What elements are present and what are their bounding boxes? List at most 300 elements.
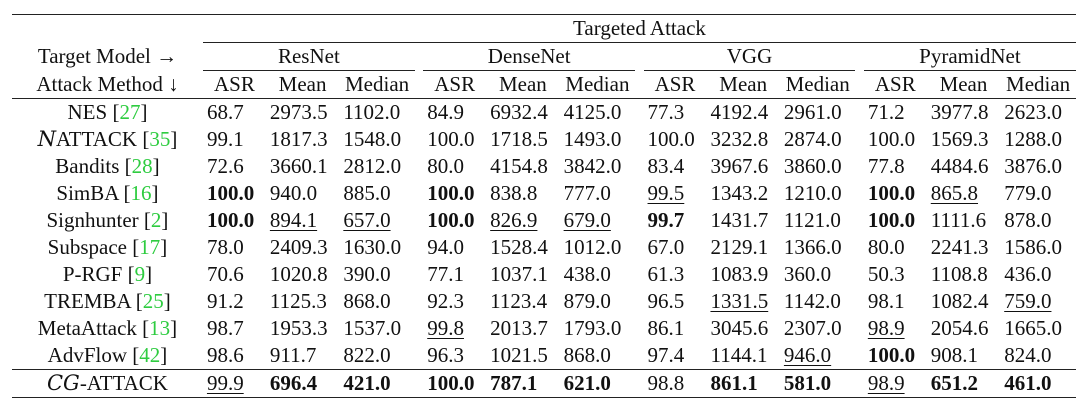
value-text: 1528.4: [490, 235, 548, 259]
value-text: 77.8: [867, 154, 905, 178]
value-cell: [423, 342, 486, 370]
value-cell: [423, 153, 486, 180]
value-text: 868.0: [563, 343, 611, 367]
value-cell: [203, 234, 266, 261]
value-text: 1569.3: [930, 127, 989, 151]
value-text: 868.0: [343, 289, 391, 313]
value-text: 77.1: [427, 262, 464, 286]
value-cell: [266, 126, 339, 153]
attack-method-label: Attack Method ↓: [36, 71, 179, 96]
column-gap: [635, 370, 643, 398]
value-cell: [203, 153, 266, 180]
value-cell: [706, 370, 779, 398]
value-text: 2241.3: [930, 235, 989, 259]
value-cell: [560, 342, 636, 370]
value-cell: [864, 126, 927, 153]
column-gap: [635, 126, 643, 153]
method-name: P-RGF: [62, 262, 123, 286]
value-cell: [780, 370, 856, 398]
value-text: 1125.3: [269, 289, 327, 313]
model-header-resnet: ResNet: [203, 43, 415, 71]
target-model-label: Target Model →: [37, 44, 178, 68]
value-cell: [486, 370, 559, 398]
value-text: 94.0: [427, 235, 464, 259]
value-cell: [927, 180, 1000, 207]
value-cell: [486, 342, 559, 370]
table-row: [12, 288, 1076, 315]
value-text: 1493.0: [563, 127, 622, 151]
value-cell: [1000, 180, 1076, 207]
value-cell: [266, 207, 339, 234]
column-gap: [855, 43, 863, 71]
value-cell: [423, 126, 486, 153]
column-gap: [415, 342, 423, 370]
value-text: 98.6: [206, 343, 244, 367]
citation-bracket: ]: [170, 127, 178, 151]
value-cell: [780, 234, 856, 261]
value-cell: [203, 180, 266, 207]
column-gap: [855, 71, 863, 99]
value-text: 865.8: [930, 181, 979, 205]
citation-bracket: [: [138, 208, 151, 232]
value-text: 1012.0: [563, 235, 622, 259]
column-gap: [855, 315, 863, 342]
value-text: 911.7: [269, 343, 317, 367]
value-cell: [423, 99, 486, 127]
value-cell: [560, 153, 636, 180]
column-gap: [415, 126, 423, 153]
value-cell: [927, 342, 1000, 370]
value-text: 779.0: [1004, 181, 1052, 205]
value-cell: [780, 261, 856, 288]
column-gap: [855, 180, 863, 207]
column-gap: [855, 99, 863, 127]
value-text: 908.1: [930, 343, 979, 367]
value-cell: [266, 342, 339, 370]
value-cell: [927, 207, 1000, 234]
column-gap: [415, 43, 423, 71]
value-text: 99.5: [647, 181, 685, 205]
column-gap: [635, 342, 643, 370]
value-cell: [1000, 315, 1076, 342]
value-cell: [1000, 234, 1076, 261]
value-text: 50.3: [867, 262, 905, 286]
value-cell: [203, 370, 266, 398]
value-cell: [927, 126, 1000, 153]
value-cell: [339, 153, 415, 180]
value-text: 3876.0: [1004, 154, 1062, 178]
value-cell: [266, 99, 339, 127]
value-cell: [486, 234, 559, 261]
value-text: 3842.0: [563, 154, 622, 178]
value-cell: [339, 370, 415, 398]
value-cell: [644, 288, 707, 315]
citation-link[interactable]: 42: [139, 343, 161, 367]
citation-bracket: ]: [161, 208, 169, 232]
value-cell: [780, 126, 856, 153]
value-text: 822.0: [343, 343, 391, 367]
value-text: 99.1: [206, 127, 244, 151]
value-cell: [560, 234, 636, 261]
value-cell: [339, 234, 415, 261]
value-text: 99.9: [206, 371, 244, 395]
column-gap: [855, 370, 863, 398]
value-cell: [864, 99, 927, 127]
value-text: 696.4: [269, 371, 318, 395]
table-row: [12, 370, 1076, 398]
value-cell: [423, 180, 486, 207]
method-name: Bandits: [55, 154, 120, 178]
value-cell: [706, 234, 779, 261]
citation-link[interactable]: 27: [119, 100, 141, 124]
value-cell: [486, 207, 559, 234]
value-cell: [203, 342, 266, 370]
value-text: 940.0: [269, 181, 318, 205]
value-cell: [1000, 126, 1076, 153]
method-name: TREMBA: [44, 289, 131, 313]
citation-bracket: ]: [160, 343, 168, 367]
column-gap: [415, 207, 423, 234]
value-cell: [644, 234, 707, 261]
value-cell: [864, 180, 927, 207]
value-text: 72.6: [206, 154, 244, 178]
citation-link[interactable]: 16: [130, 181, 152, 205]
value-text: 1630.0: [343, 235, 402, 259]
table-row: [12, 342, 1076, 370]
value-text: 3660.1: [269, 154, 328, 178]
value-text: 1021.5: [490, 343, 548, 367]
citation-bracket: ]: [151, 181, 159, 205]
value-cell: [780, 99, 856, 127]
value-text: 777.0: [563, 181, 611, 205]
value-text: 2874.0: [783, 127, 842, 151]
value-text: 2129.1: [710, 235, 769, 259]
method-name-cell: [12, 261, 203, 288]
method-name: Signhunter: [46, 208, 139, 232]
method-name-cell: [12, 315, 203, 342]
value-text: 1108.8: [930, 262, 988, 286]
value-cell: [266, 315, 339, 342]
method-script-prefix: N: [37, 127, 56, 151]
value-text: 83.4: [647, 154, 685, 178]
value-cell: [339, 180, 415, 207]
value-text: 1121.0: [783, 208, 841, 232]
column-gap: [855, 234, 863, 261]
value-text: 98.1: [867, 289, 905, 313]
table-row: [12, 234, 1076, 261]
value-cell: [706, 153, 779, 180]
value-cell: [560, 180, 636, 207]
method-name: ATTACK: [55, 127, 138, 151]
value-cell: [339, 261, 415, 288]
value-cell: [339, 342, 415, 370]
metric-header: Mean: [719, 72, 768, 96]
value-text: 100.0: [867, 181, 916, 205]
value-text: 100.0: [867, 343, 916, 367]
value-text: 100.0: [206, 208, 255, 232]
value-cell: [266, 288, 339, 315]
column-gap: [635, 288, 643, 315]
value-cell: [644, 261, 707, 288]
value-text: 1111.6: [930, 208, 987, 232]
method-name: NES: [67, 100, 108, 124]
method-name-cell: [12, 370, 203, 398]
value-text: 878.0: [1004, 208, 1052, 232]
metric-header: Median: [785, 72, 850, 96]
citation-link[interactable]: 13: [149, 316, 171, 340]
value-cell: [864, 153, 927, 180]
value-text: 67.0: [647, 235, 685, 259]
value-text: 4192.4: [710, 100, 769, 124]
value-cell: [927, 288, 1000, 315]
value-text: 1548.0: [343, 127, 402, 151]
value-cell: [864, 370, 927, 398]
value-text: 98.7: [206, 316, 244, 340]
value-cell: [927, 99, 1000, 127]
value-text: 61.3: [647, 262, 685, 286]
value-cell: [266, 261, 339, 288]
citation-link[interactable]: 25: [142, 289, 164, 313]
value-text: 824.0: [1004, 343, 1052, 367]
column-gap: [635, 71, 643, 99]
value-text: 461.0: [1004, 371, 1052, 395]
value-cell: [203, 315, 266, 342]
value-text: 2409.3: [269, 235, 328, 259]
value-cell: [706, 99, 779, 127]
value-text: 360.0: [783, 262, 832, 286]
value-cell: [560, 126, 636, 153]
metric-header: Median: [345, 72, 410, 96]
corner-cell: [12, 15, 203, 43]
value-text: 1142.0: [783, 289, 841, 313]
value-text: 1082.4: [930, 289, 989, 313]
citation-link[interactable]: 28: [131, 154, 153, 178]
citation-bracket: [: [136, 316, 150, 340]
value-cell: [864, 342, 927, 370]
value-text: 651.2: [930, 371, 979, 395]
value-text: 96.3: [427, 343, 464, 367]
citation-link[interactable]: 2: [150, 208, 162, 232]
citation-bracket: ]: [160, 235, 168, 259]
value-text: 92.3: [427, 289, 464, 313]
method-name-cell: [12, 288, 203, 315]
value-cell: [644, 180, 707, 207]
value-text: 1144.1: [710, 343, 768, 367]
results-table-container: [12, 14, 1076, 398]
value-cell: [423, 315, 486, 342]
value-text: 4125.0: [563, 100, 622, 124]
value-text: 1431.7: [710, 208, 769, 232]
metric-header: ASR: [654, 72, 696, 96]
metric-header: ASR: [434, 72, 476, 96]
column-gap: [635, 180, 643, 207]
method-name-cell: [12, 180, 203, 207]
value-text: 6932.4: [490, 100, 548, 124]
value-cell: [266, 180, 339, 207]
citation-bracket: [: [119, 154, 132, 178]
value-cell: [706, 315, 779, 342]
citation-bracket: ]: [140, 100, 148, 124]
value-cell: [560, 261, 636, 288]
value-text: 86.1: [647, 316, 685, 340]
value-text: 1817.3: [269, 127, 328, 151]
value-cell: [339, 99, 415, 127]
value-cell: [560, 370, 636, 398]
citation-bracket: ]: [170, 316, 178, 340]
value-text: 1366.0: [783, 235, 842, 259]
value-text: 421.0: [343, 371, 391, 395]
value-text: 100.0: [867, 208, 916, 232]
citation-bracket: [: [127, 343, 140, 367]
value-text: 438.0: [563, 262, 611, 286]
method-name: AdvFlow: [47, 343, 128, 367]
metric-header: Mean: [278, 72, 327, 96]
model-header-pyramidnet: PyramidNet: [864, 43, 1076, 71]
value-text: 1718.5: [490, 127, 548, 151]
column-gap: [855, 207, 863, 234]
table-row: [12, 180, 1076, 207]
citation-link[interactable]: 17: [139, 235, 161, 259]
table-row: [12, 126, 1076, 153]
value-text: 77.3: [647, 100, 685, 124]
value-text: 78.0: [206, 235, 244, 259]
column-gap: [415, 288, 423, 315]
value-cell: [706, 180, 779, 207]
value-cell: [486, 315, 559, 342]
citation-link[interactable]: 9: [134, 262, 146, 286]
citation-bracket: [: [137, 127, 150, 151]
value-text: 98.9: [867, 371, 905, 395]
metric-header: ASR: [213, 72, 255, 96]
value-cell: [864, 207, 927, 234]
value-cell: [486, 126, 559, 153]
citation-link[interactable]: 35: [149, 127, 171, 151]
citation-bracket: ]: [163, 289, 171, 313]
column-gap: [635, 99, 643, 127]
value-text: 3860.0: [783, 154, 842, 178]
value-cell: [780, 180, 856, 207]
value-text: 581.0: [783, 371, 832, 395]
model-header-densenet: DenseNet: [423, 43, 635, 71]
value-text: 1210.0: [783, 181, 842, 205]
value-cell: [644, 99, 707, 127]
value-text: 879.0: [563, 289, 611, 313]
value-text: 96.5: [647, 289, 685, 313]
value-cell: [423, 207, 486, 234]
column-gap: [415, 71, 423, 99]
value-text: 946.0: [783, 343, 832, 367]
column-gap: [855, 261, 863, 288]
value-cell: [706, 342, 779, 370]
results-table: [12, 14, 1076, 398]
value-text: 3045.6: [710, 316, 769, 340]
value-text: 97.4: [647, 343, 685, 367]
value-cell: [560, 315, 636, 342]
column-gap: [635, 153, 643, 180]
method-name-cell: [12, 99, 203, 127]
value-cell: [339, 207, 415, 234]
column-gap: [855, 153, 863, 180]
value-cell: [780, 288, 856, 315]
value-cell: [203, 207, 266, 234]
column-gap: [855, 126, 863, 153]
metric-header: Mean: [498, 72, 547, 96]
value-cell: [864, 288, 927, 315]
method-name-cell: [12, 126, 203, 153]
value-text: 1793.0: [563, 316, 622, 340]
value-text: 99.8: [427, 316, 464, 340]
value-text: 1020.8: [269, 262, 328, 286]
value-text: 2307.0: [783, 316, 842, 340]
column-gap: [635, 207, 643, 234]
value-cell: [927, 315, 1000, 342]
column-gap: [855, 342, 863, 370]
value-cell: [1000, 288, 1076, 315]
value-cell: [644, 315, 707, 342]
value-text: 100.0: [427, 208, 475, 232]
value-cell: [423, 261, 486, 288]
value-cell: [486, 99, 559, 127]
citation-bracket: [: [130, 289, 143, 313]
value-text: 1665.0: [1004, 316, 1062, 340]
value-text: 838.8: [490, 181, 538, 205]
value-cell: [486, 288, 559, 315]
value-text: 861.1: [710, 371, 758, 395]
model-header-vgg: VGG: [644, 43, 856, 71]
value-text: 3977.8: [930, 100, 989, 124]
citation-bracket: ]: [152, 154, 160, 178]
value-cell: [203, 288, 266, 315]
value-text: 4484.6: [930, 154, 989, 178]
value-cell: [560, 99, 636, 127]
value-text: 679.0: [563, 208, 611, 232]
value-text: 2013.7: [490, 316, 548, 340]
value-cell: [203, 261, 266, 288]
value-cell: [266, 234, 339, 261]
value-cell: [1000, 261, 1076, 288]
value-cell: [644, 126, 707, 153]
table-body: [12, 99, 1076, 398]
value-text: 759.0: [1004, 289, 1052, 313]
value-cell: [1000, 207, 1076, 234]
method-script-prefix: CG: [46, 371, 80, 395]
value-text: 2623.0: [1004, 100, 1062, 124]
column-gap: [415, 261, 423, 288]
value-cell: [644, 342, 707, 370]
value-cell: [706, 207, 779, 234]
value-cell: [927, 153, 1000, 180]
value-text: 1586.0: [1004, 235, 1062, 259]
value-cell: [423, 288, 486, 315]
value-cell: [486, 261, 559, 288]
citation-bracket: ]: [145, 262, 153, 286]
value-cell: [203, 99, 266, 127]
method-name-cell: [12, 153, 203, 180]
value-text: 390.0: [343, 262, 391, 286]
value-cell: [706, 126, 779, 153]
value-text: 1102.0: [343, 100, 401, 124]
value-cell: [864, 315, 927, 342]
value-text: 100.0: [427, 181, 475, 205]
column-gap: [855, 288, 863, 315]
column-gap: [635, 234, 643, 261]
metric-header: Median: [565, 72, 630, 96]
value-text: 1288.0: [1004, 127, 1062, 151]
value-cell: [864, 234, 927, 261]
value-text: 100.0: [647, 127, 695, 151]
value-text: 2973.5: [269, 100, 328, 124]
value-cell: [644, 370, 707, 398]
